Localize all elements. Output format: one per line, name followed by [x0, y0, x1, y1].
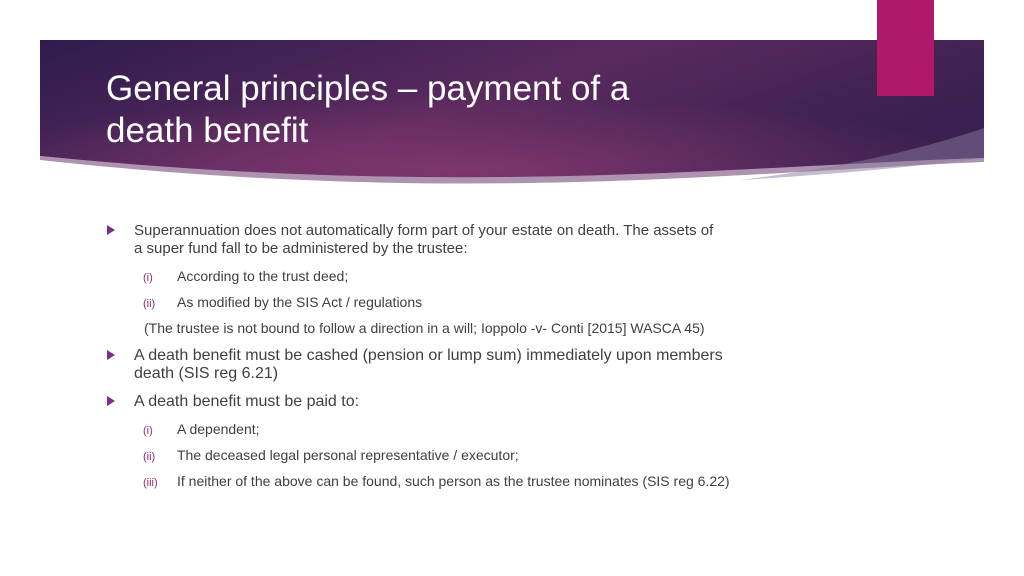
bullet-arrow-icon — [107, 350, 115, 360]
bullet-text-line-2: a super fund fall to be administered by the trustee: — [134, 240, 468, 257]
sub-item-number: (iii) — [143, 477, 158, 489]
sub-item-executor — [106, 447, 866, 464]
sub-item-text: As modified by the SIS Act / regulations — [177, 294, 423, 310]
bullet-text-line-1: A death benefit must be paid to: — [134, 393, 360, 410]
bullet-superannuation — [106, 222, 866, 258]
sub-item-number: (i) — [143, 272, 153, 284]
sub-item-number: (i) — [143, 425, 153, 437]
sub-item-number: (ii) — [143, 298, 156, 310]
sub-item-trust-deed — [106, 268, 866, 285]
bullet-text-line-1: A death benefit must be cashed (pension or lump sum) immediately upon members — [134, 347, 723, 364]
slide-title — [106, 68, 826, 152]
sub-item-sis-act — [106, 294, 866, 311]
bullet-cashed — [106, 347, 866, 383]
accent-tab — [877, 0, 934, 96]
bullet-paid-to — [106, 393, 866, 411]
bullet-arrow-icon — [107, 396, 115, 406]
bullet-text-line-2: death (SIS reg 6.21) — [134, 365, 279, 382]
sub-item-trustee-nominates — [106, 473, 866, 490]
slide-title-line-1: General principles – payment of a — [106, 69, 630, 108]
bullet-arrow-icon — [107, 225, 115, 235]
sub-item-text: A dependent; — [177, 421, 260, 437]
sub-item-dependent — [106, 421, 866, 438]
sub-item-text: According to the trust deed; — [177, 268, 349, 284]
slide-title-line-2: death benefit — [106, 111, 309, 150]
sub-item-text: The deceased legal personal representative / executor; — [177, 447, 519, 463]
slide-content — [106, 222, 866, 490]
note-ioppolo: (The trustee is not bound to follow a direction in a will; Ioppolo -v- Conti [2015] WASCA 45) — [144, 320, 705, 336]
bullet-text-line-1: Superannuation does not automatically form part of your estate on death. The assets of — [134, 222, 714, 239]
sub-item-text: If neither of the above can be found, such person as the trustee nominates (SIS reg 6.22) — [177, 473, 730, 489]
sub-item-number: (ii) — [143, 451, 156, 463]
